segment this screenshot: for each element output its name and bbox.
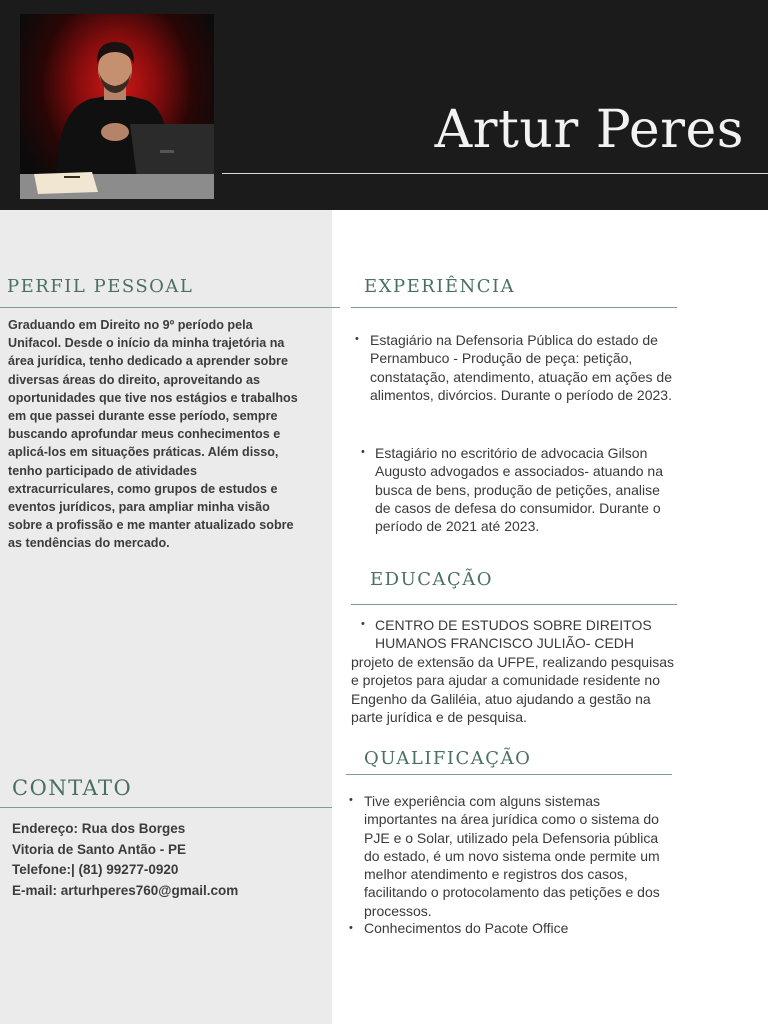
profile-text: Graduando em Direito no 9º período pela Unifacol. Desde o início da minha trajetória na área jurídica, tenho dedicado a aprender sobre diversas áreas do direito, aproveitando as oportunidades que tive nos estágios e trabalhos em que passei durante esse período, sempre buscando aprofundar meus conhecimentos e aplicá-los em situações práticas. Além disso, tenho participado de atividades extracurriculares, como grupos de estudos e eventos jurídicos, para ampliar minha visão sobre a profissão e me manter atualizado sobre as tendências do mercado.: [8, 318, 298, 551]
education-description: projeto de extensão da UFPE, realizando pesquisas e projetos para ajudar a comunidade residente no Engenho da Galiléia, atuo ajudando a gestão na parte jurídica e de pesquisa.: [351, 654, 674, 725]
qualification-heading: QUALIFICAÇÃO: [364, 748, 532, 769]
contact-phone: Telefone:| (81) 99277-0920: [12, 862, 179, 877]
candidate-name: Artur Peres: [434, 100, 744, 160]
experience-heading: EXPERIÊNCIA: [364, 276, 516, 297]
experience-divider: [351, 307, 677, 308]
qualification-item-1: Tive experiência com alguns sistemas importantes na área jurídica como o sistema do PJE e o Solar, utilizado pela Defensoria pública do estado, é um novo sistema onde permite um melhor atendimento e registros dos casos, facilitando o protocolamento das petições e dos processos.: [364, 793, 660, 919]
qualification-item-2: Conhecimentos do Pacote Office: [364, 920, 569, 936]
profile-photo: [20, 14, 214, 199]
contact-address: Endereço: Rua dos Borges: [12, 821, 186, 836]
bullet-icon: •: [355, 333, 359, 345]
bullet-icon: •: [361, 618, 365, 630]
qualification-divider: [346, 774, 672, 775]
contact-heading: CONTATO: [12, 776, 133, 800]
bullet-icon: •: [361, 446, 365, 458]
bullet-icon: •: [349, 794, 353, 806]
profile-divider: [0, 307, 340, 308]
experience-item-2: Estagiário no escritório de advocacia Gilson Augusto advogados e associados- atuando na busca de bens, produção de petições, analise de casos de defesa do consumidor. Durante o período de 2021 até 2023.: [375, 445, 663, 535]
contact-divider: [0, 807, 332, 808]
header-divider: [222, 173, 768, 174]
bullet-icon: •: [349, 922, 353, 934]
contact-city: Vitoria de Santo Antão - PE: [12, 841, 187, 857]
experience-item-1: Estagiário na Defensoria Pública do estado de Pernambuco - Produção de peça: petição, constatação, atendimento, atuação em ações de alimentos, divórcios. Durante o período de 2023.: [370, 332, 672, 403]
education-divider: [351, 604, 677, 605]
education-heading: EDUCAÇÃO: [370, 569, 494, 590]
education-institution: CENTRO DE ESTUDOS SOBRE DIREITOS HUMANOS FRANCISCO JULIÃO- CEDH: [375, 617, 652, 652]
contact-info: [12, 819, 238, 901]
profile-heading: PERFIL PESSOAL: [7, 276, 194, 297]
contact-email: E-mail: arturhperes760@gmail.com: [12, 882, 239, 898]
